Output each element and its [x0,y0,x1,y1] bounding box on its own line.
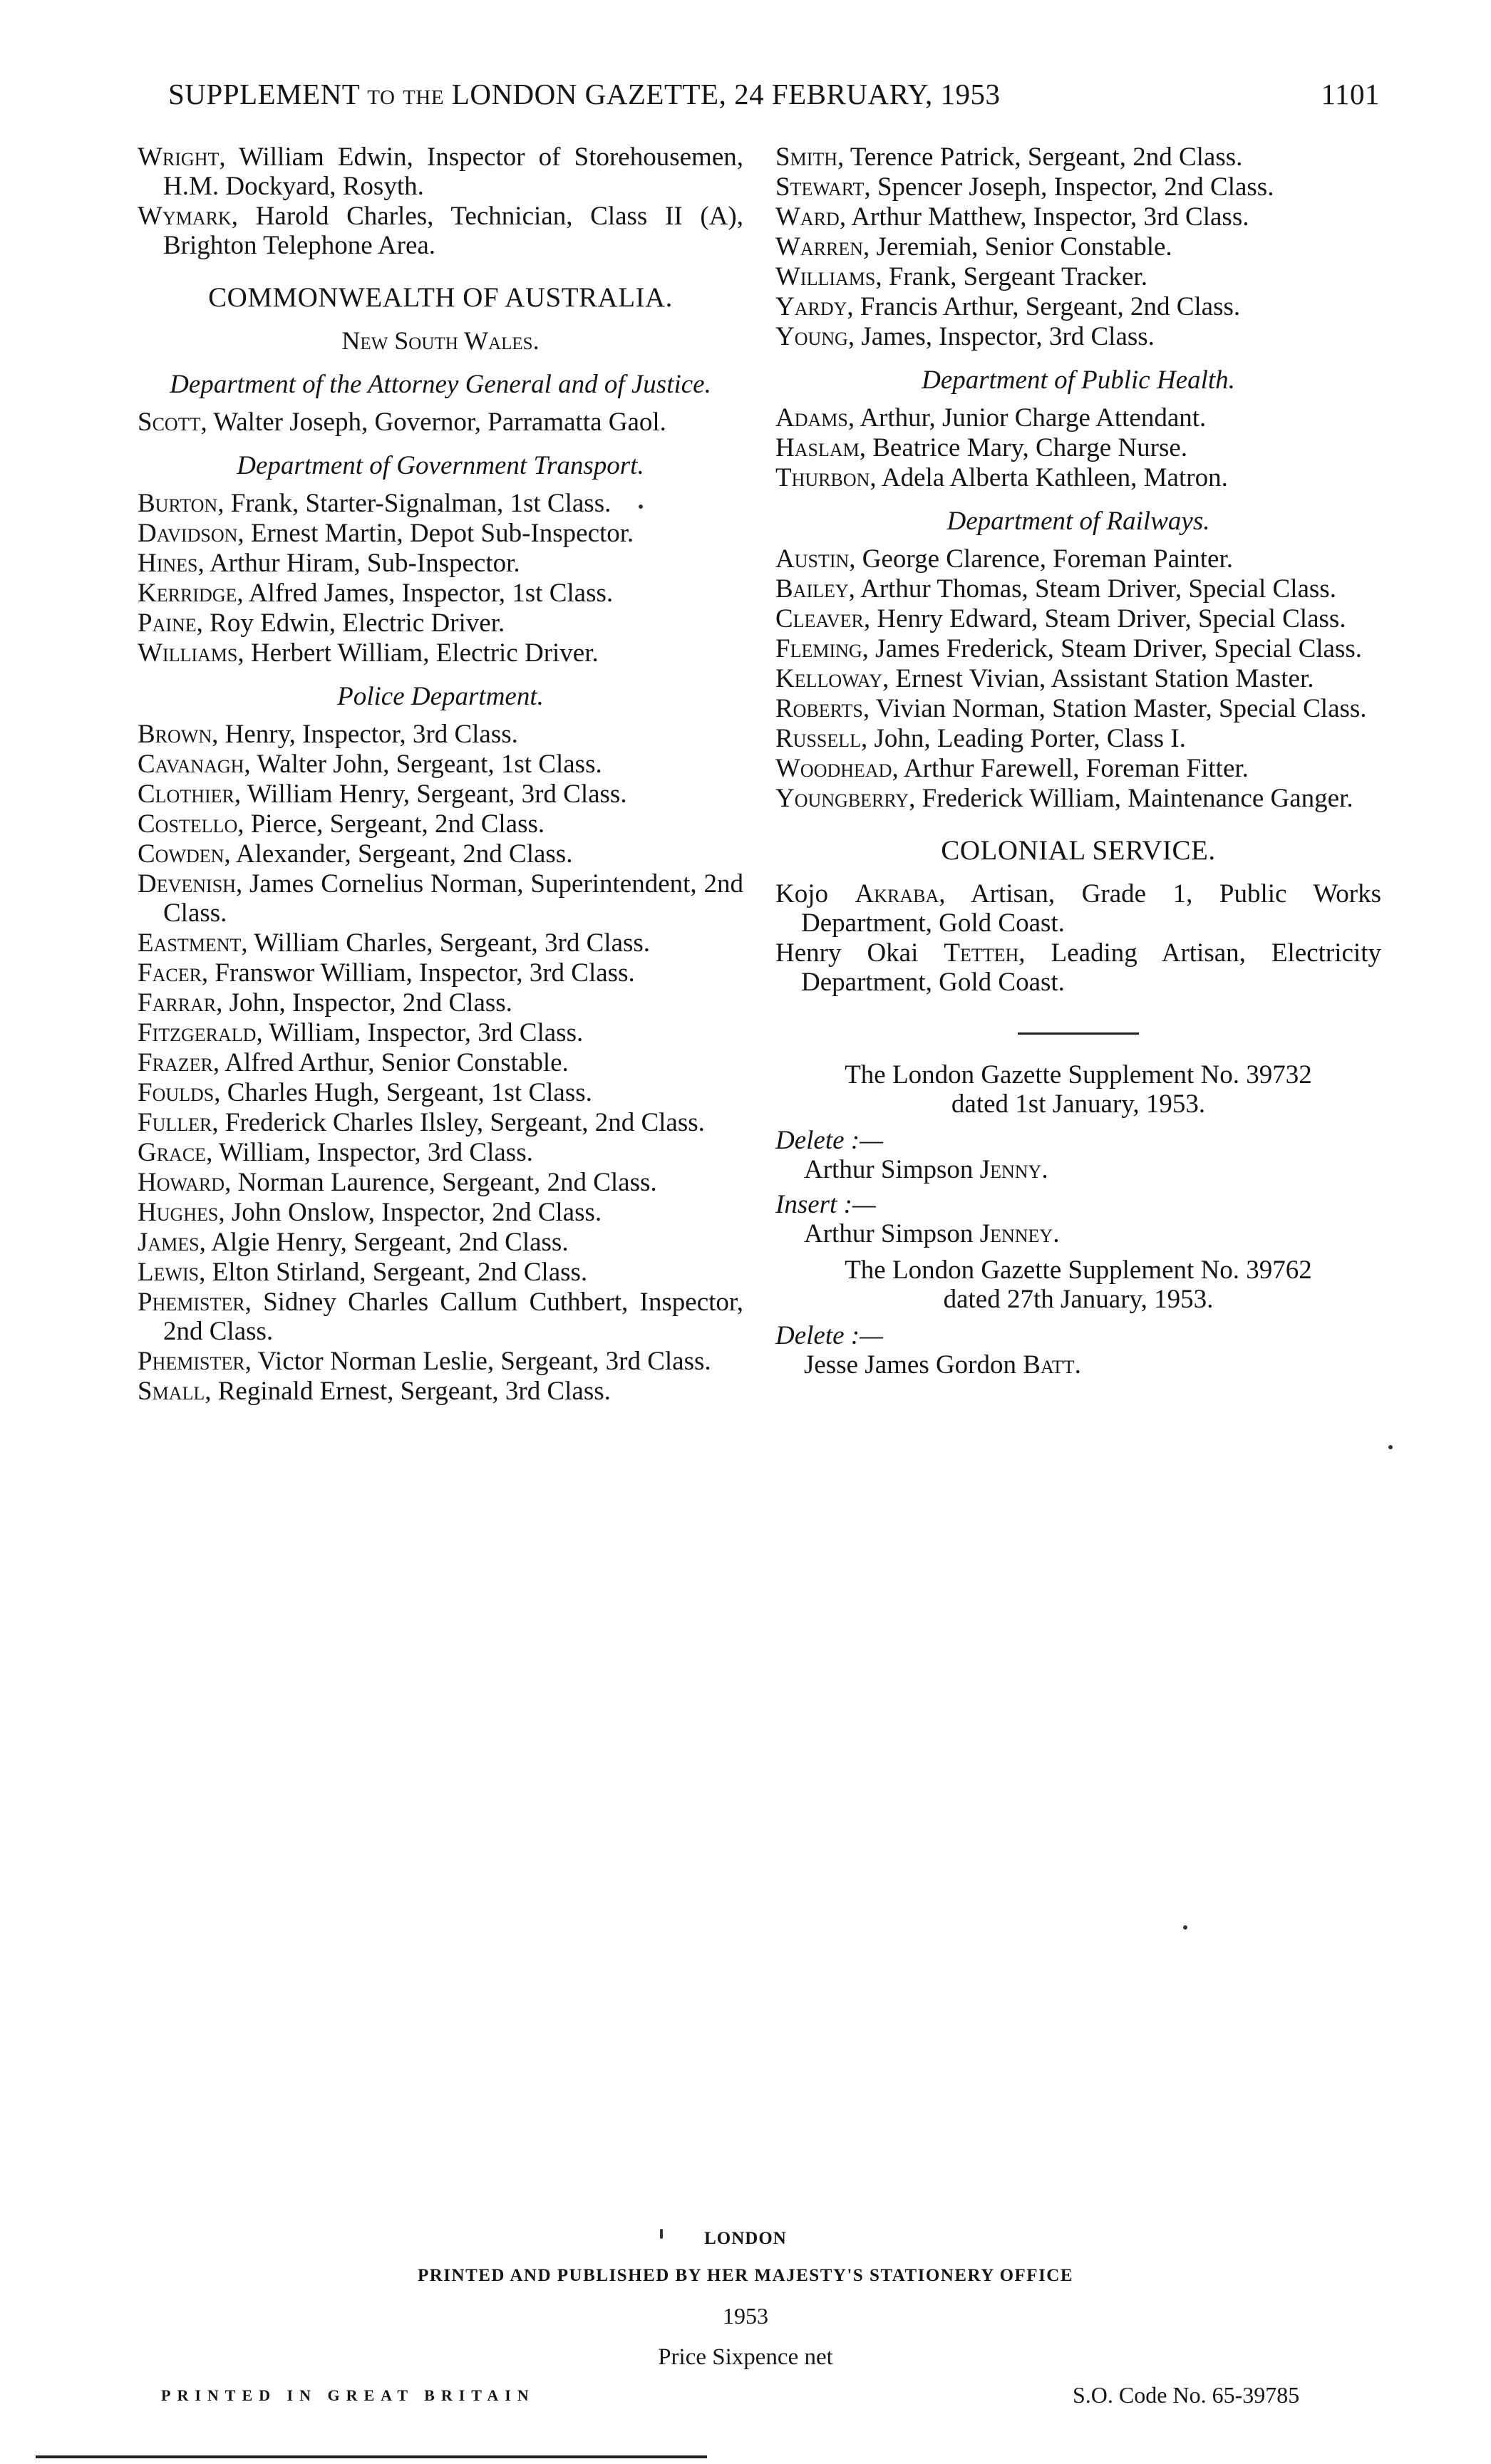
entry [138,638,743,668]
entry [138,1347,743,1376]
entry-surname: Williams [775,262,876,291]
deleted-name [775,1155,1381,1184]
deleted-surname: Batt [1023,1350,1075,1379]
entry-surname: Burton [138,489,218,518]
entry-surname: Akraba [855,879,939,909]
entry-surname: Stewart [775,172,865,202]
entry-surname: Clothier [138,780,234,809]
entry-details: , James Frederick, Steam Driver, Special Class. [862,634,1363,663]
entry-surname: Tetteh [944,938,1019,968]
entry [138,1168,743,1197]
entry-surname: Farrar [138,988,217,1018]
entry-details: , John, Leading Porter, Class I. [861,724,1186,753]
entry-details: , Franswor William, Inspector, 3rd Class. [201,958,635,988]
entry [138,202,743,260]
entry-surname: Cavanagh [138,750,244,779]
entry-surname: Young [775,322,848,351]
entry [138,839,743,869]
entry-surname: Phemister [138,1347,245,1376]
entry-surname: Devenish [138,869,236,899]
entry-details: , William Charles, Sergeant, 3rd Class. [241,928,651,958]
entry-surname: Smith [775,143,838,172]
entry [138,780,743,809]
entry-surname: Woodhead [775,754,892,783]
entry [775,172,1381,202]
health-list [775,403,1381,492]
imprint-city: LONDON [704,2229,787,2248]
top-entries [138,143,743,260]
entry-surname: Foulds [138,1078,215,1107]
entry-details: , Francis Arthur, Sergeant, 2nd Class. [847,292,1241,321]
entry-details: , William, Inspector, 3rd Class. [206,1138,533,1167]
entry [138,1228,743,1257]
police-list-continued [775,143,1381,351]
entry-surname: Ward [775,202,840,232]
entry-details: , James Cornelius Norman, Superintendent, 2nd Class. [163,869,743,928]
inserted-surname: Jenney [979,1219,1053,1248]
entry [138,519,743,548]
correction-notice-2 [775,1256,1381,1314]
entry-surname: Phemister [138,1288,245,1317]
entry-details: , William, Inspector, 3rd Class. [256,1018,584,1047]
section-divider [1018,1032,1139,1035]
entry-details: , John, Inspector, 2nd Class. [216,988,512,1018]
entry-surname: Russell [775,724,862,753]
entry-details: , Henry, Inspector, 3rd Class. [212,720,518,749]
entry-details: , Arthur Farewell, Foreman Fitter. [892,754,1249,783]
entry-surname: Bailey [775,574,849,604]
entry [138,809,743,839]
print-speck [639,504,643,509]
entry [775,463,1381,492]
entry-details: , Roy Edwin, Electric Driver. [196,609,505,638]
entry-details: , Charles Hugh, Sergeant, 1st Class. [214,1078,592,1107]
inserted-forenames: Arthur Simpson [804,1219,980,1248]
entry [138,408,743,437]
dept-heading-railways: Department of Railways. [946,507,1210,536]
entry-surname: Fitzgerald [138,1018,257,1047]
entry [775,403,1381,433]
entry [775,232,1381,262]
entry-details: , William Edwin, Inspector of Storehousemen, H.M. Dockyard, Rosyth. [163,143,743,201]
punctuation: . [1074,1350,1081,1379]
print-speck [660,2229,663,2239]
entry [775,262,1381,291]
entry-details: , Harold Charles, Technician, Class II (A), Brighton Telephone Area. [163,202,743,260]
entry-details: , Pierce, Sergeant, 2nd Class. [237,809,545,839]
entry-surname: Kelloway [775,664,882,693]
entry-details: , Terence Patrick, Sergeant, 2nd Class. [837,143,1243,172]
entry [138,549,743,578]
entry-details: , Norman Laurence, Sergeant, 2nd Class. [225,1168,657,1197]
entry [138,928,743,958]
entry-surname: Wright [138,143,220,172]
entry-surname: Costello [138,809,238,839]
entry-surname: Frazer [138,1048,213,1077]
page-number: 1101 [1321,78,1380,110]
entry-surname: Brown [138,720,212,749]
bottom-rule [36,2455,707,2458]
entry-surname: Small [138,1377,205,1406]
entry-details: , Algie Henry, Sergeant, 2nd Class. [199,1228,569,1257]
dept-heading-police: Police Department. [337,682,544,711]
entry-details: , Beatrice Mary, Charge Nurse. [859,433,1188,462]
printed-in-great-britain: PRINTED IN GREAT BRITAIN [161,2386,535,2404]
entry-surname: Hughes [138,1198,219,1227]
entry [138,1138,743,1167]
entry-surname: Fuller [138,1108,212,1137]
correction-notice-1 [775,1060,1381,1119]
entry-surname: Howard [138,1168,225,1197]
header-title-gazette-date: LONDON GAZETTE, 24 FEBRUARY, 1953 [451,78,1001,110]
entry-details: , Frederick Charles Ilsley, Sergeant, 2nd Class. [212,1108,705,1137]
entry [138,1078,743,1107]
punctuation: . [1041,1155,1048,1184]
entry-details: , Alfred Arthur, Senior Constable. [212,1048,569,1077]
left-column [138,143,743,1407]
entry-surname: Hines [138,549,198,578]
entry [775,879,1381,938]
stationery-office-code: S.O. Code No. 65-39785 [1073,2382,1300,2408]
entry-surname: Scott [138,408,201,437]
entry-surname: Grace [138,1138,207,1167]
entry [138,1018,743,1047]
entry-surname: Lewis [138,1258,200,1287]
print-speck [1183,1925,1187,1930]
entry-surname: Fleming [775,634,862,663]
entry [138,489,743,518]
entry [138,1198,743,1227]
entry-surname: Youngberry [775,784,909,813]
entry [775,544,1381,574]
police-list [138,720,743,1406]
entry [775,938,1381,997]
notice-line: dated 27th January, 1953. [943,1285,1214,1314]
entry-details: , Artisan, Grade 1, Public Works Department, Gold Coast. [801,879,1381,938]
page-header [168,77,1380,121]
entry-forenames: Kojo [775,879,855,909]
entry [775,694,1381,723]
entry [775,574,1381,604]
entry-surname: Davidson [138,519,238,548]
entry [138,750,743,779]
entry-details: , Arthur, Junior Charge Attendant. [847,403,1207,433]
entry-details: , Walter John, Sergeant, 1st Class. [244,750,602,779]
entry-surname: Warren [775,232,864,262]
imprint-price: Price Sixpence net [658,2344,833,2370]
header-title-supplement: SUPPLEMENT [168,78,360,110]
deleted-forenames: Jesse James Gordon [804,1350,1023,1379]
entry-surname: Yardy [775,292,847,321]
entry-surname: Thurbon [775,463,870,492]
notice-line: The London Gazette Supplement No. 39762 [845,1256,1312,1285]
imprint-year: 1953 [723,2303,768,2329]
entry-surname: Facer [138,958,202,988]
entry-surname: Austin [775,544,850,574]
entry-surname: Kerridge [138,579,237,608]
entry-details: , Victor Norman Leslie, Sergeant, 3rd Class. [244,1347,711,1376]
entry [138,869,743,928]
entry-details: , Ernest Vivian, Assistant Station Master. [882,664,1314,693]
entry-details: , James, Inspector, 3rd Class. [847,322,1155,351]
entry-details: , Alfred James, Inspector, 1st Class. [237,579,614,608]
entry-details: , John Onslow, Inspector, 2nd Class. [218,1198,602,1227]
entry [138,958,743,988]
entry-surname: Williams [138,638,238,668]
delete-label: Delete :— [775,1126,884,1155]
transport-list [138,489,743,668]
entry-details: , Adela Alberta Kathleen, Matron. [870,463,1228,492]
entry-surname: Roberts [775,694,863,723]
entry [775,754,1381,783]
entry-details: , Sidney Charles Callum Cuthbert, Inspector, 2nd Class. [163,1288,743,1346]
entry-details: , Arthur Matthew, Inspector, 3rd Class. [839,202,1249,232]
entry [775,724,1381,753]
right-column [775,143,1381,1379]
entry [138,609,743,638]
entry [138,143,743,201]
entry [775,634,1381,663]
entry-surname: Paine [138,609,197,638]
entry [138,988,743,1018]
entry-details: , Frederick William, Maintenance Ganger. [909,784,1353,813]
entry-details: , Jeremiah, Senior Constable. [863,232,1172,262]
entry [775,604,1381,633]
entry-surname: Cleaver [775,604,864,633]
entry-details: , Reginald Ernest, Sergeant, 3rd Class. [205,1377,611,1406]
dept-heading-attorney: Department of the Attorney General and of Justice. [170,370,711,399]
entry [775,784,1381,813]
entry-details: , Elton Stirland, Sergeant, 2nd Class. [199,1258,588,1287]
entry-details: , Herbert William, Electric Driver. [237,638,599,668]
entry [775,292,1381,321]
entry-details: , Arthur Thomas, Steam Driver, Special Class. [848,574,1336,604]
deleted-forenames: Arthur Simpson [804,1155,980,1184]
entry-surname: Adams [775,403,848,433]
entry-details: , Vivian Norman, Station Master, Special Class. [862,694,1367,723]
entry [138,1377,743,1406]
entry [138,720,743,749]
entry [775,143,1381,172]
entry [138,1288,743,1346]
dept-heading-health: Department of Public Health. [922,366,1235,395]
imprint-publisher: PRINTED AND PUBLISHED BY HER MAJESTY'S STATIONERY OFFICE [417,2266,1074,2285]
header-title [168,77,1001,111]
entry-details: , Frank, Starter-Signalman, 1st Class. [217,489,612,518]
entry [775,322,1381,351]
punctuation: . [1053,1219,1060,1248]
entry [138,1108,743,1137]
entry-details: , Walter Joseph, Governor, Parramatta Gaol. [200,408,666,437]
entry-details: , Leading Artisan, Electricity Department, Gold Coast. [801,938,1381,997]
entry-surname: James [138,1228,200,1257]
deleted-name [775,1350,1381,1379]
entry [138,1258,743,1287]
colonial-list [775,879,1381,997]
section-heading-australia: COMMONWEALTH OF AUSTRALIA. [208,282,673,313]
entry-details: , Frank, Sergeant Tracker. [875,262,1147,291]
print-speck [1388,1445,1393,1449]
entry-details: , Ernest Martin, Depot Sub-Inspector. [237,519,634,548]
deleted-surname: Jenny [979,1155,1042,1184]
entry-forenames: Henry Okai [775,938,944,968]
entry-details: , Alexander, Sergeant, 2nd Class. [224,839,573,869]
entry [138,1048,743,1077]
entry-surname: Haslam [775,433,860,462]
header-title-to-the: to the [367,78,445,110]
notice-line: The London Gazette Supplement No. 39732 [845,1060,1312,1089]
entry-details: , William Henry, Sergeant, 3rd Class. [234,780,627,809]
dept-heading-transport: Department of Government Transport. [237,451,644,480]
railways-list [775,544,1381,813]
entry-details: , Arthur Hiram, Sub-Inspector. [197,549,520,578]
entry-details: , Spencer Joseph, Inspector, 2nd Class. [864,172,1274,202]
entry [775,202,1381,232]
insert-label: Insert :— [775,1190,876,1219]
entry [775,433,1381,462]
delete-label: Delete :— [775,1321,884,1350]
entry-surname: Wymark [138,202,232,231]
notice-line: dated 1st January, 1953. [951,1089,1206,1119]
entry [775,664,1381,693]
inserted-name [775,1219,1381,1248]
section-heading-colonial: COLONIAL SERVICE. [941,835,1216,866]
entry [138,579,743,608]
entry-surname: Eastment [138,928,242,958]
entry-surname: Cowden [138,839,225,869]
state-heading-nsw: New South Wales. [341,326,540,355]
entry-details: , Henry Edward, Steam Driver, Special Class. [863,604,1346,633]
entry-details: , George Clarence, Foreman Painter. [849,544,1234,574]
